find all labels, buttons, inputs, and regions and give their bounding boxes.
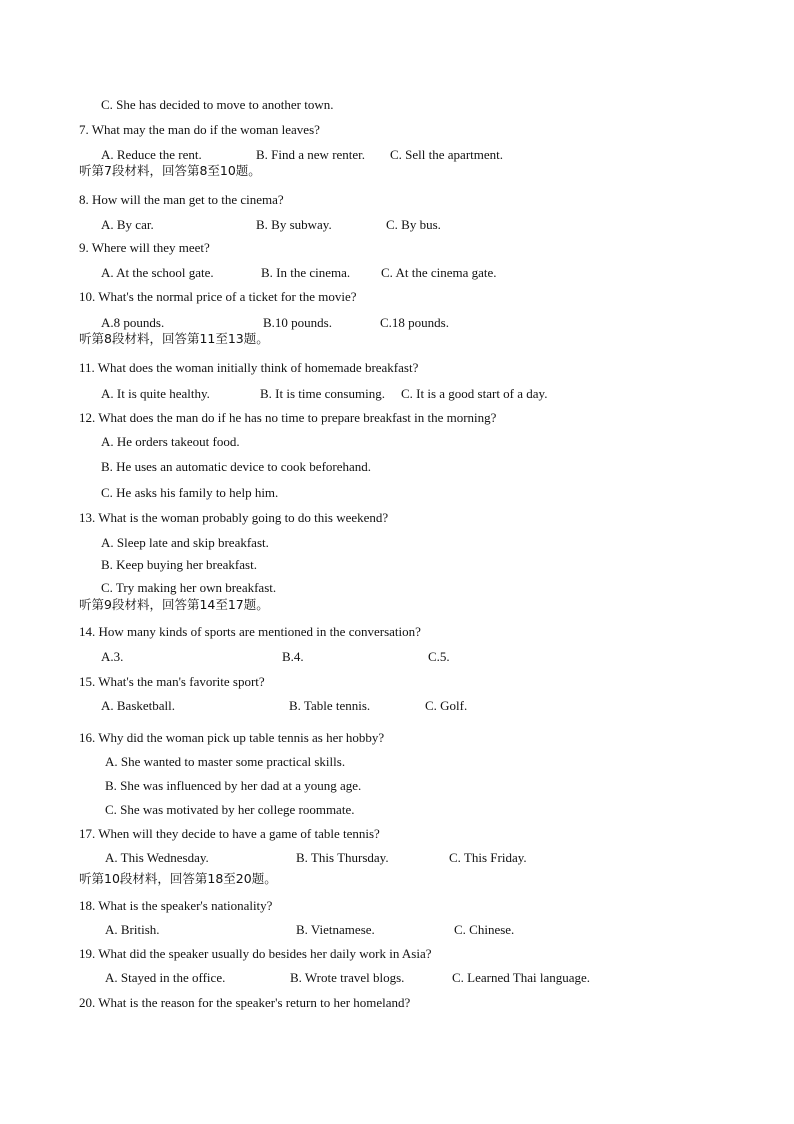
q12-option-b: B. He uses an automatic device to cook beforehand. [101,459,372,474]
q13-option-c: C. Try making her own breakfast. [101,580,277,595]
q18-option-a: A. British. [105,922,160,937]
q8-option-a: A. By car. [101,217,154,232]
q19-question: 19. What did the speaker usually do besides her daily work in Asia? [79,946,432,961]
q9-option-b: B. In the cinema. [261,265,351,280]
q8-option-b: B. By subway. [256,217,332,232]
section-heading-9: 听第9段材料，回答第14至17题。 [79,597,269,612]
q17-question: 17. When will they decide to have a game of table tennis? [79,826,380,841]
q15-option-b: B. Table tennis. [289,698,371,713]
q12-question: 12. What does the man do if he has no time to prepare breakfast in the morning? [79,410,497,425]
q8-option-c: C. By bus. [386,217,441,232]
section-heading-7: 听第7段材料，回答第8至10题。 [79,163,261,178]
q7-option-b: B. Find a new renter. [256,147,366,162]
q16-question: 16. Why did the woman pick up table tennis as her hobby? [79,730,385,745]
q16-option-c: C. She was motivated by her college roommate. [105,802,355,817]
q10-option-c: C.18 pounds. [380,315,449,330]
q16-option-b: B. She was influenced by her dad at a young age. [105,778,362,793]
q11-option-b: B. It is time consuming. [260,386,385,401]
q7-option-a: A. Reduce the rent. [101,147,202,162]
q18-option-c: C. Chinese. [454,922,515,937]
q12-option-c: C. He asks his family to help him. [101,485,279,500]
q9-option-a: A. At the school gate. [101,265,214,280]
q7-option-c: C. Sell the apartment. [390,147,504,162]
q6-option-c: C. She has decided to move to another town. [101,97,334,112]
section-heading-8: 听第8段材料，回答第11至13题。 [79,331,269,346]
q10-question: 10. What's the normal price of a ticket for the movie? [79,289,357,304]
q13-option-a: A. Sleep late and skip breakfast. [101,535,269,550]
q10-option-b: B.10 pounds. [263,315,332,330]
q18-option-b: B. Vietnamese. [296,922,375,937]
section-heading-10: 听第10段材料，回答第18至20题。 [79,871,277,886]
q16-option-a: A. She wanted to master some practical skills. [105,754,346,769]
q17-option-b: B. This Thursday. [296,850,389,865]
q12-option-a: A. He orders takeout food. [101,434,240,449]
q19-option-b: B. Wrote travel blogs. [290,970,405,985]
q15-option-a: A. Basketball. [101,698,176,713]
q19-option-c: C. Learned Thai language. [452,970,591,985]
q15-option-c: C. Golf. [425,698,468,713]
q9-question: 9. Where will they meet? [79,240,210,255]
q17-option-c: C. This Friday. [449,850,527,865]
q11-option-a: A. It is quite healthy. [101,386,210,401]
q11-question: 11. What does the woman initially think of homemade breakfast? [79,360,419,375]
q17-option-a: A. This Wednesday. [105,850,209,865]
q11-option-c: C. It is a good start of a day. [401,386,548,401]
q7-question: 7. What may the man do if the woman leaves? [79,122,320,137]
q14-option-c: C.5. [428,649,450,664]
q9-option-c: C. At the cinema gate. [381,265,497,280]
q18-question: 18. What is the speaker's nationality? [79,898,273,913]
q20-question: 20. What is the reason for the speaker's return to her homeland? [79,995,411,1010]
q13-option-b: B. Keep buying her breakfast. [101,557,257,572]
q10-option-a: A.8 pounds. [101,315,165,330]
q19-option-a: A. Stayed in the office. [105,970,226,985]
q14-option-a: A.3. [101,649,124,664]
q14-question: 14. How many kinds of sports are mentioned in the conversation? [79,624,421,639]
q15-question: 15. What's the man's favorite sport? [79,674,265,689]
q8-question: 8. How will the man get to the cinema? [79,192,284,207]
q14-option-b: B.4. [282,649,304,664]
q13-question: 13. What is the woman probably going to do this weekend? [79,510,389,525]
